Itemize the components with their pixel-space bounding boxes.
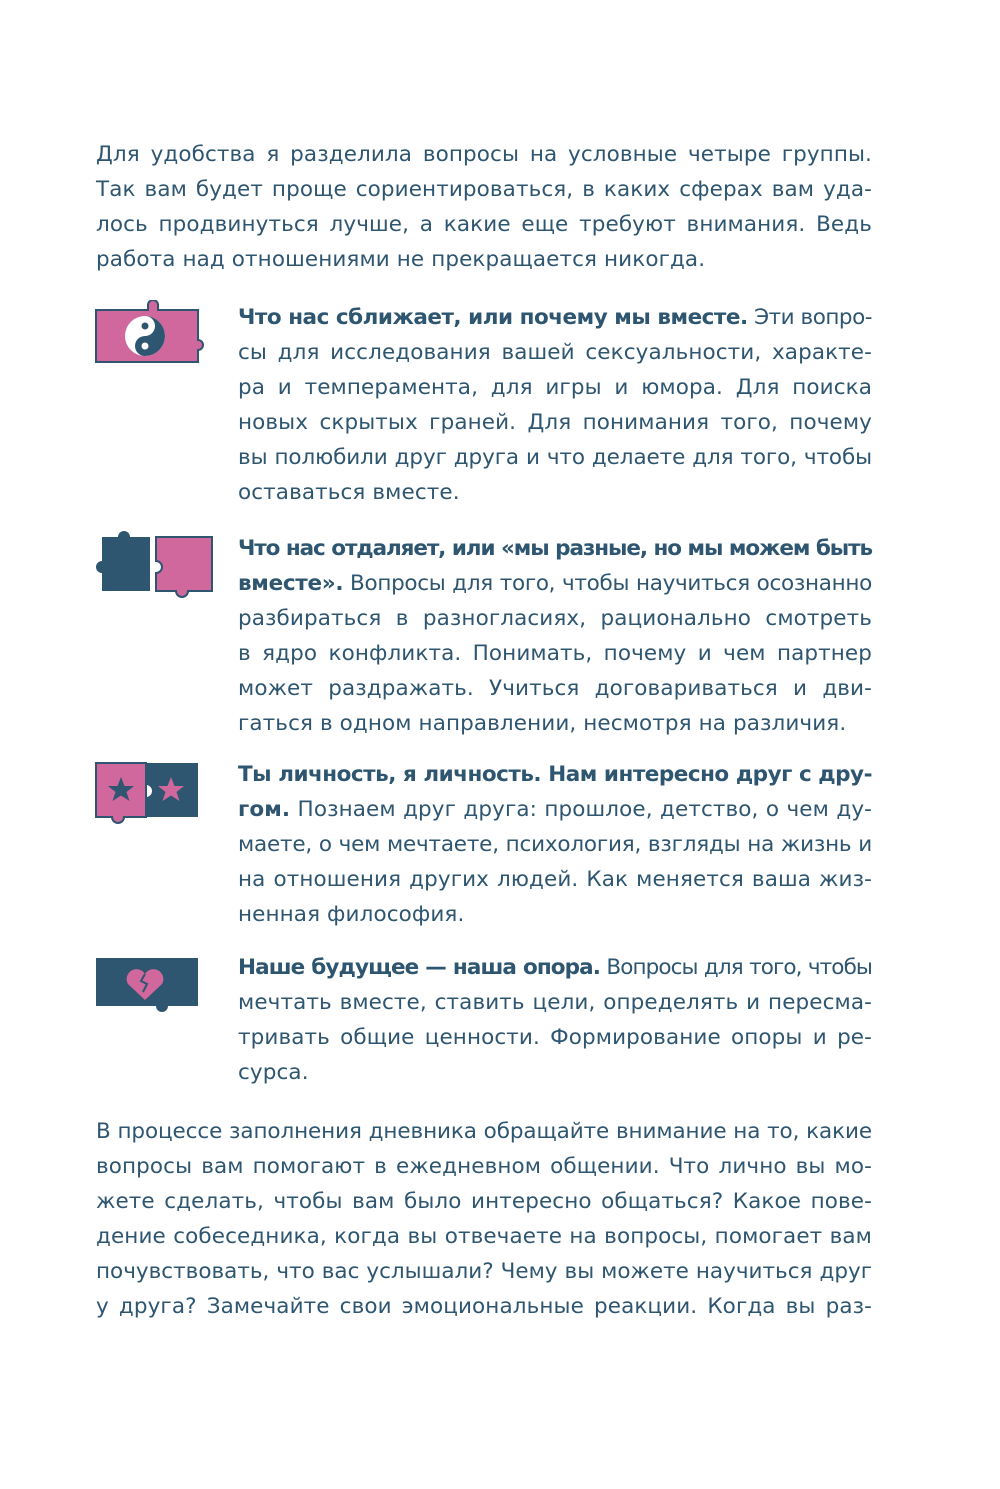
outro-line: вопросы вам помогают в ежедневном общении. Что лично вы мо- <box>96 1154 872 1179</box>
section-line: маете, о чем мечтаете, психология, взгляды на жизнь и <box>238 832 872 857</box>
outro-line: В процессе заполнения дневника обращайте внимание на то, какие <box>96 1119 872 1144</box>
section-line: гаться в одном направлении, несмотря на различия. <box>238 711 847 736</box>
section-line: тривать общие ценности. Формирование опоры и ре- <box>238 1025 872 1050</box>
section-line: Эти вопро- <box>747 305 872 330</box>
intro-line: Так вам будет проще сориентироваться, в каких сферах вам уда- <box>96 177 872 202</box>
section-line: вы полюбили друг друга и что делаете для того, чтобы <box>238 445 872 470</box>
split-puzzle-icon <box>88 531 213 607</box>
intro-paragraph <box>96 137 872 277</box>
section-line: ра и темперамента, для игры и юмора. Для поиска <box>238 375 872 400</box>
heart-puzzle-icon <box>88 950 208 1026</box>
section-line: оставаться вместе. <box>238 480 460 505</box>
section-text <box>238 531 872 741</box>
outro-paragraph <box>96 1114 872 1324</box>
section-text <box>238 950 872 1090</box>
section-heading: гом. <box>238 797 291 822</box>
section-line: в ядро конфликта. Понимать, почему и чем партнер <box>238 641 872 666</box>
section-heading: вместе». <box>238 571 344 596</box>
section-text <box>238 757 872 932</box>
section-line: Вопросы для того, чтобы научиться осознанно <box>343 571 872 596</box>
section-line: может раздражать. Учиться договариваться и дви- <box>238 676 872 701</box>
section-heading: Что нас сближает, или почему мы вместе. <box>238 305 748 330</box>
section-heading: Наше будущее — наша опора. <box>238 955 601 980</box>
section-line: мечтать вместе, ставить цели, определять и пересма- <box>238 990 872 1015</box>
section-line: сы для исследования вашей сексуальности, характе- <box>238 340 872 365</box>
intro-line: Для удобства я разделила вопросы на условные четыре группы. <box>96 142 872 167</box>
section-line: сурса. <box>238 1060 309 1085</box>
section-line: на отношения других людей. Как меняется ваша жиз- <box>238 867 872 892</box>
section-line: Вопросы для того, чтобы <box>600 955 872 980</box>
section-line: Познаем друг друга: прошлое, детство, о чем ду- <box>290 797 872 822</box>
outro-line: у друга? Замечайте свои эмоциональные реакции. Когда вы раз- <box>96 1294 872 1319</box>
yin-yang-puzzle-icon <box>88 300 208 374</box>
outro-line: почувствовать, что вас услышали? Чему вы можете научиться друг <box>96 1259 872 1284</box>
stars-puzzle-icon <box>88 757 208 833</box>
section-text <box>238 300 872 510</box>
intro-line: работа над отношениями не прекращается никогда. <box>96 247 706 272</box>
outro-line: дение собеседника, когда вы отвечаете на вопросы, помогает вам <box>96 1224 872 1249</box>
section-line: ненная философия. <box>238 902 465 927</box>
outro-line: жете сделать, чтобы вам было интересно общаться? Какое пове- <box>96 1189 872 1214</box>
intro-line: лось продвинуться лучше, а какие еще требуют внимания. Ведь <box>96 212 872 237</box>
section-line: новых скрытых граней. Для понимания того, почему <box>238 410 872 435</box>
section-line: разбираться в разногласиях, рационально смотреть <box>238 606 872 631</box>
section-heading: Ты личность, я личность. Нам интересно друг с дру- <box>238 762 872 787</box>
section-heading: Что нас отдаляет, или «мы разные, но мы можем быть <box>238 536 872 561</box>
